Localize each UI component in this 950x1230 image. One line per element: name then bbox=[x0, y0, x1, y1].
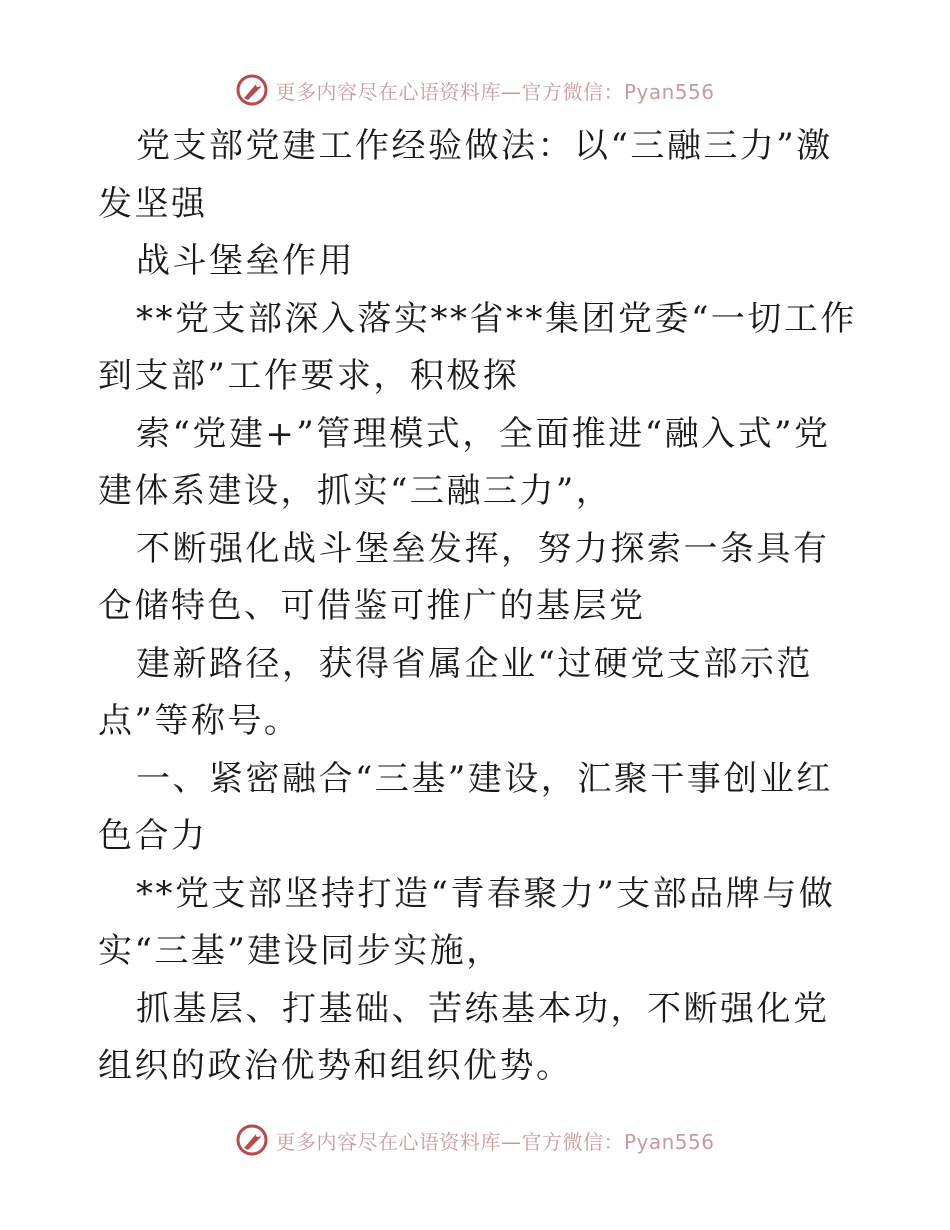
header-watermark-banner bbox=[0, 70, 950, 110]
paragraph: 建新路径，获得省属企业“过硬党支部示范点”等称号。 bbox=[98, 643, 813, 741]
section-heading: 一、紧密融合“三基”建设，汇聚干事创业红色合力 bbox=[98, 758, 833, 856]
watermark-text: 更多内容尽在心语资料库—官方微信：Pyan556 bbox=[275, 1129, 715, 1154]
paragraph: **党支部深入落实**省**集团党委“一切工作到支部”工作要求，积极探 bbox=[98, 298, 857, 396]
paragraph: 战斗堡垒作用 bbox=[136, 241, 355, 281]
paragraph: 不断强化战斗堡垒发挥，努力探索一条具有仓储特色、可借鉴可推广的基层党 bbox=[98, 528, 830, 626]
paragraph: 抓基层、打基础、苦练基本功，不断强化党组织的政治优势和组织优势。 bbox=[98, 988, 830, 1086]
document-body bbox=[98, 118, 858, 1096]
paragraph: 索“党建+”管理模式，全面推进“融入式”党建体系建设，抓实“三融三力”， bbox=[98, 413, 831, 511]
watermark-text: 更多内容尽在心语资料库—官方微信：Pyan556 bbox=[275, 79, 715, 104]
footer-watermark-banner bbox=[0, 1120, 950, 1160]
pen-nib-logo-icon bbox=[235, 1123, 269, 1157]
pen-nib-logo-icon bbox=[235, 73, 269, 107]
paragraph: 党支部党建工作经验做法：以“三融三力”激发坚强 bbox=[98, 126, 833, 224]
paragraph: **党支部坚持打造“青春聚力”支部品牌与做实“三基”建设同步实施， bbox=[98, 873, 836, 971]
